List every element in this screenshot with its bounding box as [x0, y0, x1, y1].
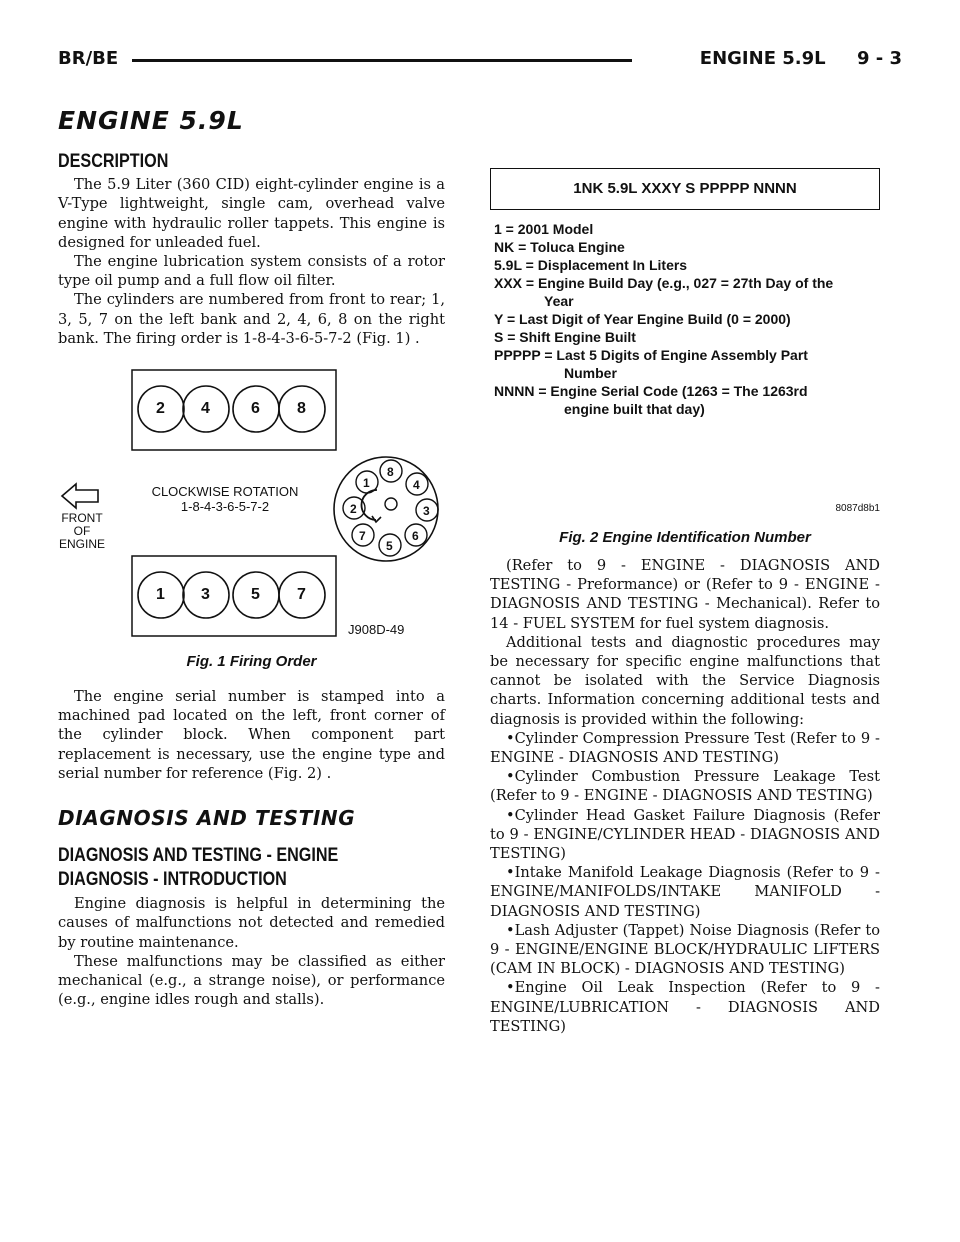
figure-2 [490, 168, 880, 556]
header-rule [132, 59, 632, 62]
cyl-bottom-2: 3 [201, 586, 210, 604]
figure-2-code: 8087d8b1 [835, 503, 880, 514]
rotation-order: 1-8-4-3-6-5-7-2 [180, 499, 270, 515]
list-item: •Engine Oil Leak Inspection (Refer to 9 - ENGINE/LUBRICATION - DIAGNOSIS AND TESTING) [490, 979, 880, 1035]
diagnosis-heading: DIAGNOSIS AND TESTING [58, 806, 356, 831]
right-paragraph-2: Additional tests and diagnostic procedures may be necessary for specific engine malfunctions that cannot be isolated with the Service Diagnosis charts. Information concerning additional tests and diagnosis is provided within the following: [490, 633, 880, 728]
header-right: ENGINE 5.9L 9 - 3 [699, 48, 902, 69]
legend-line: Y = Last Digit of Year Engine Build (0 = 2000) [494, 311, 791, 327]
list-item-text: Cylinder Head Gasket Failure Diagnosis (Refer to 9 - ENGINE/CYLINDER HEAD - DIAGNOSIS AND TESTING) [490, 806, 880, 863]
list-item-text: Intake Manifold Leakage Diagnosis (Refer to 9 - ENGINE/MANIFOLDS/INTAKE MANIFOLD - DIAGNOSIS AND TESTING) [490, 864, 880, 920]
figure-2-caption: Fig. 2 Engine Identification Number [559, 529, 811, 546]
legend-line: NNNN = Engine Serial Code (1263 = The 1263rd [494, 383, 808, 399]
dist-1: 1 [363, 476, 370, 491]
page-title: ENGINE 5.9L [58, 106, 244, 135]
right-paragraph-1: (Refer to 9 - ENGINE - DIAGNOSIS AND TESTING - Preformance) or (Refer to 9 - ENGINE - DIAGNOSIS AND TESTING - Mechanical). Refer to 14 - FUEL SYSTEM for fuel system diagnosis. [490, 557, 880, 632]
list-item: •Lash Adjuster (Tappet) Noise Diagnosis (Refer to 9 - ENGINE/ENGINE BLOCK/HYDRAULIC LIFTERS (CAM IN BLOCK) - DIAGNOSIS AND TESTING) [490, 921, 880, 978]
engine-id-code: 1NK 5.9L XXXY S PPPPP NNNN [573, 180, 797, 197]
cyl-top-2: 4 [201, 400, 210, 418]
dist-4: 4 [413, 478, 420, 493]
dist-5: 5 [386, 539, 393, 554]
figure-1-caption: Fig. 1 Firing Order [186, 653, 317, 671]
legend-line: 1 = 2001 Model [494, 221, 594, 237]
legend-line: Year [544, 293, 574, 309]
desc-paragraph-1: The 5.9 Liter (360 CID) eight-cylinder engine is a V-Type lightweight, single cam, overhead valve engine with hydraulic roller tappets. This engine is designed for unleaded fuel. [58, 176, 445, 251]
diag-paragraph-1: Engine diagnosis is helpful in determining the causes of malfunctions not detected and remedied by routine maintenance. [58, 895, 445, 951]
desc-paragraph-3: The cylinders are numbered from front to rear; 1, 3, 5, 7 on the left bank and 2, 4, 6, 8 on the right bank. The firing order is 1-8-4-3-6-5-7-2 (Fig. 1) . [58, 291, 445, 347]
front-label-line-3: ENGINE [58, 537, 105, 552]
diag-sub-heading-1: DIAGNOSIS AND TESTING - ENGINE [58, 845, 339, 867]
list-item-text: Cylinder Compression Pressure Test (Refer to 9 - ENGINE - DIAGNOSIS AND TESTING) [490, 729, 880, 767]
diag-sub-heading-2: DIAGNOSIS - INTRODUCTION [58, 869, 287, 891]
list-item-text: Cylinder Combustion Pressure Leakage Test (Refer to 9 - ENGINE - DIAGNOSIS AND TESTING) [490, 768, 880, 805]
list-item-text: Engine Oil Leak Inspection (Refer to 9 - ENGINE/LUBRICATION - DIAGNOSIS AND TESTING) [490, 979, 880, 1035]
legend-line: S = Shift Engine Built [494, 329, 636, 345]
front-label-line-2: OF [73, 524, 91, 539]
rotation-label [150, 484, 300, 514]
figure-1-code: J908D-49 [348, 622, 405, 638]
engine-id-legend [494, 220, 880, 418]
rotation-arrow-icon [361, 490, 377, 520]
list-item: •Intake Manifold Leakage Diagnosis (Refer to 9 - ENGINE/MANIFOLDS/INTAKE MANIFOLD - DIAGNOSIS AND TESTING) [490, 864, 880, 920]
legend-line: XXX = Engine Build Day (e.g., 027 = 27th Day of the [494, 275, 834, 291]
header-left: BR/BE [58, 48, 119, 69]
page-header [58, 44, 902, 74]
serial-paragraph: The engine serial number is stamped into a machined pad located on the left, front corner of the cylinder block. When component part replacement is necessary, use the engine type and serial number for reference (Fig. 2) . [58, 688, 445, 782]
cyl-top-4: 8 [297, 400, 306, 418]
dist-3: 3 [423, 504, 430, 519]
legend-line: Number [564, 365, 617, 381]
dist-6: 6 [412, 529, 419, 544]
dist-7: 7 [359, 529, 366, 544]
cyl-top-1: 2 [156, 400, 165, 418]
legend-line: engine built that day) [564, 401, 705, 417]
desc-paragraph-2: The engine lubrication system consists of a rotor type oil pump and a full flow oil filter. [58, 253, 445, 290]
legend-line: PPPPP = Last 5 Digits of Engine Assembly Part [494, 347, 808, 363]
dist-2: 2 [350, 502, 357, 517]
description-heading: DESCRIPTION [58, 151, 169, 172]
left-column [58, 152, 445, 1009]
front-label-line-1: FRONT [61, 511, 103, 526]
rotation-title: CLOCKWISE ROTATION [151, 484, 299, 500]
front-arrow-icon [62, 484, 98, 508]
engine-id-box [490, 168, 880, 210]
list-item-text: Lash Adjuster (Tappet) Noise Diagnosis (Refer to 9 - ENGINE/ENGINE BLOCK/HYDRAULIC LIFTERS (CAM IN BLOCK) - DIAGNOSIS AND TESTING) [490, 921, 880, 978]
legend-line: NK = Toluca Engine [494, 239, 625, 255]
list-item: •Cylinder Combustion Pressure Leakage Test (Refer to 9 - ENGINE - DIAGNOSIS AND TESTING) [490, 768, 880, 805]
legend-line: 5.9L = Displacement In Liters [494, 257, 688, 273]
cyl-top-3: 6 [251, 400, 260, 418]
diagnosis-list [490, 729, 880, 1036]
dist-8: 8 [387, 465, 394, 480]
list-item: •Cylinder Compression Pressure Test (Refer to 9 - ENGINE - DIAGNOSIS AND TESTING) [490, 729, 880, 767]
cyl-bottom-1: 1 [156, 586, 165, 604]
list-item: •Cylinder Head Gasket Failure Diagnosis (Refer to 9 - ENGINE/CYLINDER HEAD - DIAGNOSIS AND TESTING) [490, 806, 880, 863]
cyl-bottom-3: 5 [251, 586, 260, 604]
diag-paragraph-2: These malfunctions may be classified as either mechanical (e.g., a strange noise), or performance (e.g., engine idles rough and stalls). [58, 952, 445, 1009]
cyl-bottom-4: 7 [297, 586, 306, 604]
right-column [490, 168, 880, 1036]
front-label [58, 512, 106, 551]
figure-1 [58, 362, 445, 687]
